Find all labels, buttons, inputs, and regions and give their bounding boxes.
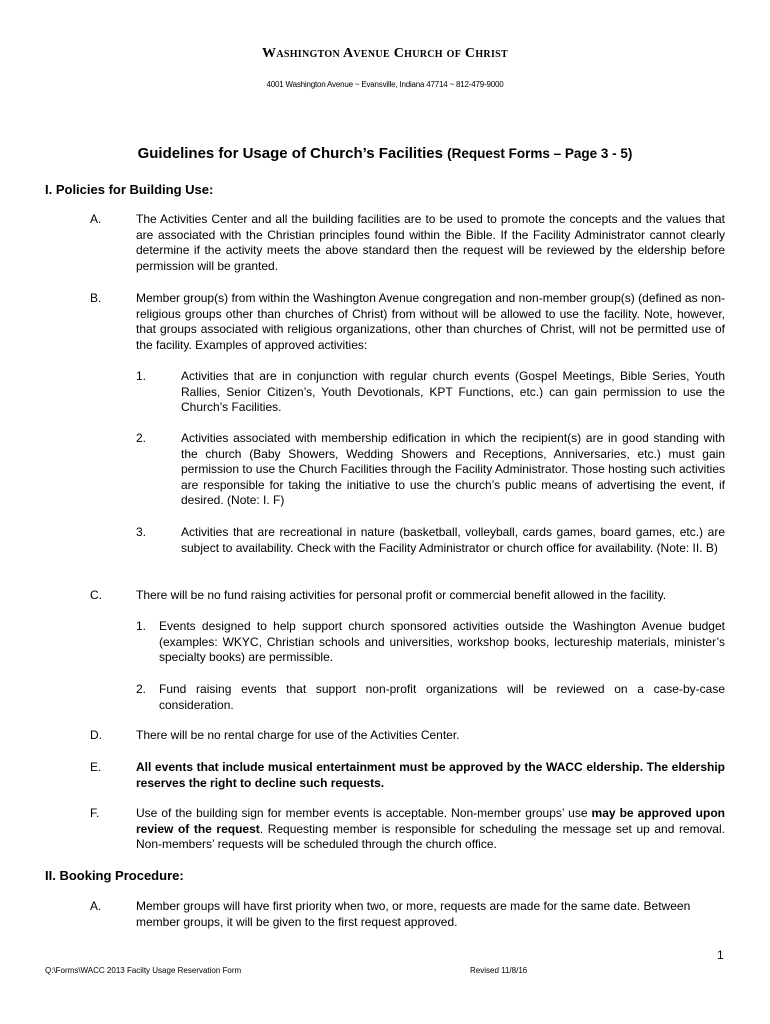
title-main: Guidelines for Usage of Church’s Facilities <box>137 145 443 162</box>
item-marker: B. <box>90 291 102 305</box>
item-marker: F. <box>90 806 100 820</box>
church-address: 4001 Washington Avenue ~ Evansville, Indiana 47714 ~ 812-479-9000 <box>266 80 504 89</box>
policy-item-b: Member group(s) from within the Washington Avenue congregation and non-member group(s) (defined as non-religious groups other than churches of Christ) from without will be allowed to use the facility. Note, however, that groups associated with religious organizations, other than churches of Christ, will not be permitted use of the facility. Examples of approved activities: <box>136 291 725 352</box>
footer-file-path: Q:\Forms\WACC 2013 Facilty Usage Reservation Form <box>45 966 242 975</box>
item-marker: A. <box>90 899 102 913</box>
item-marker: E. <box>90 760 102 774</box>
policy-item-c: There will be no fund raising activities for personal profit or commercial benefit allowed in the facility. <box>136 588 667 602</box>
policy-item-f <box>136 806 725 853</box>
church-name: Washington Avenue Church of Christ <box>262 46 508 61</box>
item-marker: 3. <box>136 525 147 539</box>
policy-item-f-part1: Use of the building sign for member events is acceptable. Non-member groups’ use <box>136 806 592 820</box>
policy-item-f-part2: . Requesting member is responsible for scheduling the message set up and removal. Non-members’ requests will be scheduled through the church office. <box>136 821 725 852</box>
policy-item-a: The Activities Center and all the building facilities are to be used to promote the concepts and the values that are associated with the Christian principles found within the Bible. If the Facility Administrator cannot clearly determine if the activity meets the above standard then the request will be reviewed by the eldership before permission will be granted. <box>136 212 725 273</box>
item-marker: 2. <box>136 431 147 445</box>
policy-item-b2: Activities associated with membership edification in which the recipient(s) are in good standing with the church (Baby Showers, Wedding Showers and Receptions, Anniversaries, etc.) must gain permission to use the Church Facilities through the Facility Administrator. Those hosting such activities are responsible for taking the initiative to use the church’s public means of advertising the event, if desired. (Note: I. F) <box>181 431 725 508</box>
booking-item-a: Member groups will have first priority when two, or more, requests are made for the same date. Between member groups, it will be given to the first request approved. <box>136 899 691 929</box>
item-marker: 1. <box>136 619 147 633</box>
item-marker: D. <box>90 728 102 742</box>
policy-item-c1: Events designed to help support church sponsored activities outside the Washington Avenue budget (examples: WKYC, Christian schools and universities, workshop books, lectureship materials, minister’s specialty books) are permissible. <box>159 619 725 665</box>
page-number: 1 <box>717 948 724 962</box>
section-heading-booking: II. Booking Procedure: <box>45 868 184 883</box>
document-title <box>0 145 770 162</box>
item-marker: C. <box>90 588 102 602</box>
policy-item-f-bold: may be approved upon review of the request <box>136 806 725 836</box>
item-marker: 1. <box>136 369 147 383</box>
policy-item-b3: Activities that are recreational in nature (basketball, volleyball, cards games, board games, etc.) are subject to availability. Check with the Facility Administrator or church office for availability. (Note: II. B) <box>181 525 725 555</box>
item-marker: 2. <box>136 682 147 696</box>
footer-revised: Revised 11/8/16 <box>470 966 528 975</box>
policy-item-e: All events that include musical entertainment must be approved by the WACC eldership. The eldership reserves the right to decline such requests. <box>136 760 725 790</box>
policy-item-d: There will be no rental charge for use of the Activities Center. <box>136 728 460 742</box>
policy-item-b1: Activities that are in conjunction with regular church events (Gospel Meetings, Bible Series, Youth Rallies, Senior Citizen’s, Youth Devotionals, KPT Functions, etc.) can gain permission to use the Church’s Facilities. <box>181 369 725 415</box>
policy-item-c2: Fund raising events that support non-profit organizations will be reviewed on a case-by-case consideration. <box>159 682 725 712</box>
section-heading-policies: I. Policies for Building Use: <box>45 182 214 197</box>
title-sub: (Request Forms – Page 3 - 5) <box>447 146 633 161</box>
item-marker: A. <box>90 212 102 226</box>
